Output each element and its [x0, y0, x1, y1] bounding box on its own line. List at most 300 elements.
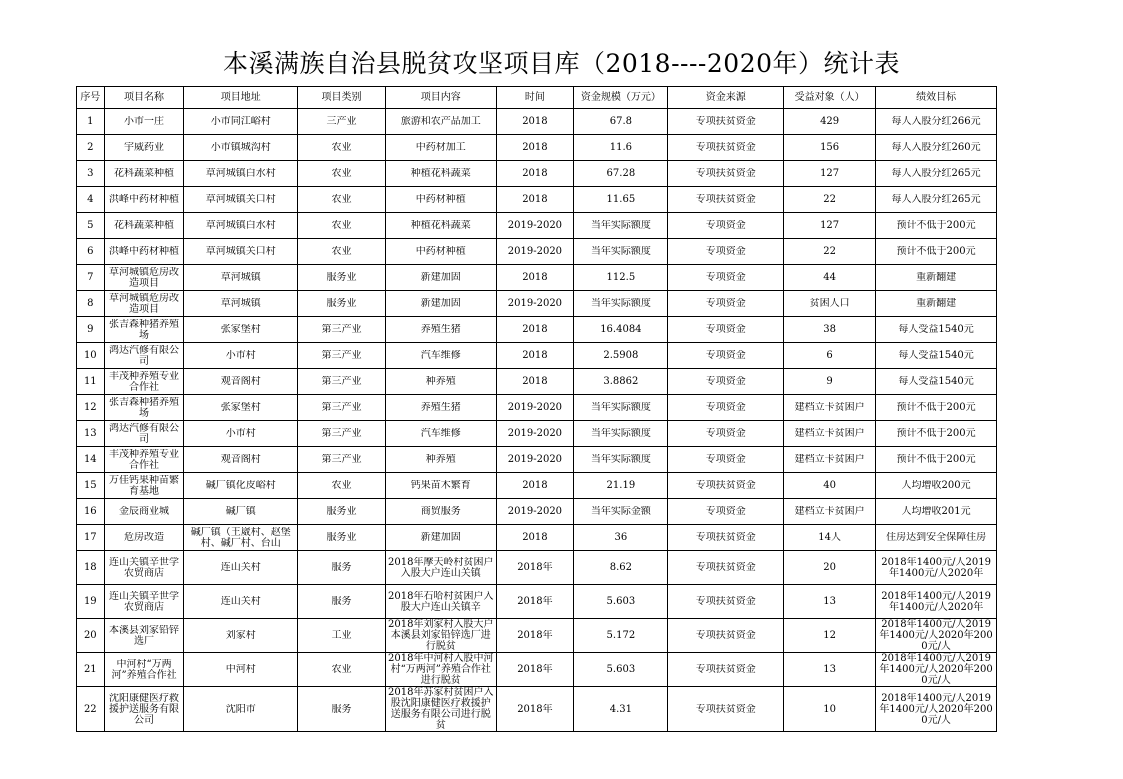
cell-text: 服务业	[326, 532, 357, 543]
table-row	[77, 585, 997, 619]
cell-col-content	[386, 653, 497, 687]
cell-text: 2019-2020	[507, 298, 563, 309]
cell-col-index	[77, 369, 105, 395]
cell-col-name	[104, 551, 184, 585]
cell-text: 14人	[818, 532, 841, 543]
cell-col-content	[386, 499, 497, 525]
cell-text: 新建加固	[420, 532, 461, 543]
document-title: 本溪满族自治县脱贫攻坚项目库（2018----2020年）统计表	[222, 49, 901, 78]
cell-col-source	[668, 619, 784, 653]
cell-col-address	[184, 421, 298, 447]
table-row	[77, 161, 997, 187]
cell-text: 2.5908	[603, 350, 639, 361]
cell-col-time	[496, 187, 574, 213]
cell-col-address	[184, 187, 298, 213]
cell-text: 金辰商业城	[119, 506, 170, 517]
table-row	[77, 619, 997, 653]
cell-text: 商贸服务	[420, 506, 461, 517]
cell-text: 碱厂镇化皮峪村	[205, 480, 276, 491]
cell-col-content	[386, 447, 497, 473]
cell-text: 旅游和农产品加工	[400, 116, 481, 127]
cell-text: 服务业	[326, 272, 357, 283]
cell-text: 沈阳康健医疗救援护送服务有限公司	[109, 692, 180, 726]
cell-text: 三产业	[326, 116, 357, 127]
cell-col-address	[184, 473, 298, 499]
cell-col-index	[77, 551, 105, 585]
cell-col-time	[496, 585, 574, 619]
cell-text: 建档立卡贫困户	[794, 454, 865, 465]
cell-col-source	[668, 473, 784, 499]
cell-text: 预计不低于200元	[896, 220, 976, 231]
cell-col-source	[668, 109, 784, 135]
cell-col-funding	[574, 213, 668, 239]
cell-col-goal	[876, 551, 997, 585]
cell-col-content	[386, 161, 497, 187]
cell-col-category	[298, 551, 386, 585]
cell-col-time	[496, 551, 574, 585]
cell-text: 2018	[522, 142, 548, 153]
cell-text: 专项扶贫资金	[695, 142, 756, 153]
cell-col-category	[298, 369, 386, 395]
cell-text: 19	[83, 596, 97, 607]
cell-col-beneficiary	[784, 473, 876, 499]
cell-text: 2018	[522, 194, 548, 205]
cell-col-address	[184, 395, 298, 421]
cell-col-index	[77, 619, 105, 653]
cell-text: 鸿达汽修有限公司	[109, 344, 180, 367]
cell-text: 养殖生猪	[420, 402, 461, 413]
cell-text: 小市一庄	[124, 116, 165, 127]
cell-col-time	[496, 239, 574, 265]
cell-text: 丰茂种养殖专业合作社	[109, 448, 180, 471]
cell-text: 127	[820, 220, 840, 231]
cell-col-goal	[876, 653, 997, 687]
cell-text: 农业	[331, 194, 352, 205]
cell-text: 16	[83, 506, 97, 517]
cell-col-time	[496, 343, 574, 369]
cell-col-name	[104, 499, 184, 525]
cell-col-category	[298, 525, 386, 551]
cell-text: 15	[83, 480, 97, 491]
project-table	[76, 86, 997, 732]
cell-text: 碱厂镇	[225, 506, 256, 517]
cell-text: 小市村	[225, 350, 256, 361]
cell-col-address	[184, 369, 298, 395]
table-row	[77, 551, 997, 585]
cell-col-content	[386, 525, 497, 551]
cell-col-content	[386, 109, 497, 135]
cell-col-content	[386, 213, 497, 239]
cell-text: 小市镇城沟村	[210, 142, 271, 153]
cell-text: 专项扶贫资金	[695, 664, 756, 675]
table-row	[77, 653, 997, 687]
cell-col-content	[386, 317, 497, 343]
cell-col-source	[668, 499, 784, 525]
cell-text: 专项扶贫资金	[695, 703, 756, 715]
cell-col-category	[298, 343, 386, 369]
cell-text: 人均增收200元	[901, 480, 971, 491]
header-col-address: 项目地址	[184, 87, 298, 109]
cell-text: 7	[87, 272, 94, 283]
cell-text: 3.8862	[603, 376, 639, 387]
cell-text: 2018	[522, 480, 548, 491]
cell-text: 5	[87, 220, 94, 231]
cell-col-name	[104, 109, 184, 135]
cell-col-source	[668, 447, 784, 473]
cell-text: 12	[83, 402, 97, 413]
cell-text: 张家堡村	[220, 324, 261, 335]
cell-text: 2018年1400元/人2019年1400元/人2020年2000元/人	[879, 692, 993, 726]
cell-text: 中药材种植	[415, 194, 466, 205]
cell-text: 第三产业	[321, 324, 362, 335]
cell-text: 草河城镇关口村	[205, 194, 276, 205]
cell-text: 11.6	[609, 142, 632, 153]
cell-text: 草河城镇危房改造项目	[109, 266, 180, 289]
table-row	[77, 687, 997, 732]
cell-col-address	[184, 213, 298, 239]
cell-col-name	[104, 687, 184, 732]
cell-text: 专项扶贫资金	[695, 532, 756, 543]
cell-col-time	[496, 109, 574, 135]
header-col-category: 项目类别	[298, 87, 386, 109]
cell-col-name	[104, 421, 184, 447]
cell-text: 每人入股分红265元	[891, 194, 981, 205]
cell-col-source	[668, 653, 784, 687]
cell-text: 刘家村	[225, 630, 256, 641]
cell-col-goal	[876, 343, 997, 369]
cell-text: 2018	[522, 324, 548, 335]
cell-text: 当年实际金额	[590, 506, 651, 517]
cell-text: 专项资金	[705, 376, 746, 387]
cell-col-index	[77, 187, 105, 213]
cell-text: 专项资金	[705, 220, 746, 231]
cell-text: 花科蔬菜种植	[114, 168, 175, 179]
cell-text: 专项资金	[705, 454, 746, 465]
cell-col-beneficiary	[784, 161, 876, 187]
cell-text: 专项资金	[705, 402, 746, 413]
cell-col-beneficiary	[784, 187, 876, 213]
cell-col-index	[77, 653, 105, 687]
cell-col-index	[77, 317, 105, 343]
cell-col-name	[104, 343, 184, 369]
cell-text: 服务业	[326, 298, 357, 309]
cell-text: 22	[83, 703, 97, 715]
cell-col-goal	[876, 161, 997, 187]
cell-col-beneficiary	[784, 213, 876, 239]
cell-text: 2018年	[517, 562, 553, 573]
cell-col-beneficiary	[784, 343, 876, 369]
cell-text: 第三产业	[321, 428, 362, 439]
cell-text: 2018年	[517, 596, 553, 607]
cell-text: 万佳钙果种苗繁育基地	[109, 474, 180, 497]
cell-text: 建档立卡贫困户	[794, 402, 865, 413]
cell-text: 40	[823, 480, 836, 491]
cell-text: 36	[614, 532, 628, 543]
cell-col-category	[298, 291, 386, 317]
cell-col-beneficiary	[784, 525, 876, 551]
cell-text: 2018年石哈村贫困户入股大户连山关镇辛	[388, 590, 494, 613]
cell-text: 草河城镇白水村	[205, 168, 276, 179]
table-row	[77, 187, 997, 213]
cell-text: 本溪县刘家铅锌选厂	[109, 624, 180, 647]
table-row	[77, 343, 997, 369]
cell-col-goal	[876, 395, 997, 421]
cell-text: 429	[820, 116, 840, 127]
cell-col-name	[104, 395, 184, 421]
table-row	[77, 213, 997, 239]
cell-text: 专项资金	[705, 298, 746, 309]
cell-text: 专项扶贫资金	[695, 116, 756, 127]
cell-col-address	[184, 343, 298, 369]
cell-text: 丰茂种养殖专业合作社	[109, 370, 180, 393]
table-row	[77, 317, 997, 343]
cell-col-funding	[574, 369, 668, 395]
cell-text: 草河城镇关口村	[205, 246, 276, 257]
cell-col-goal	[876, 585, 997, 619]
cell-text: 2018年刘家村入股大户本溪县刘家铅锌选厂进行脱贫	[388, 619, 494, 652]
cell-text: 2018年1400元/人2019年1400元/人2020年2000元/人	[879, 653, 993, 686]
table-row	[77, 265, 997, 291]
cell-text: 当年实际额度	[590, 454, 651, 465]
cell-text: 张吉森种猪养殖场	[109, 318, 180, 341]
cell-text: 专项扶贫资金	[695, 168, 756, 179]
header-col-beneficiary: 受益对象（人）	[784, 87, 876, 109]
header-col-content: 项目内容	[386, 87, 497, 109]
cell-col-goal	[876, 473, 997, 499]
cell-col-beneficiary	[784, 421, 876, 447]
cell-text: 专项资金	[705, 428, 746, 439]
cell-col-funding	[574, 585, 668, 619]
cell-col-index	[77, 265, 105, 291]
cell-text: 专项资金	[705, 272, 746, 283]
cell-col-time	[496, 447, 574, 473]
cell-text: 新建加固	[420, 298, 461, 309]
cell-text: 第三产业	[321, 454, 362, 465]
cell-text: 2018	[522, 350, 548, 361]
cell-col-funding	[574, 187, 668, 213]
cell-col-beneficiary	[784, 395, 876, 421]
cell-text: 专项扶贫资金	[695, 630, 756, 641]
cell-col-source	[668, 585, 784, 619]
cell-col-goal	[876, 421, 997, 447]
table-row	[77, 109, 997, 135]
cell-text: 2018年	[517, 703, 553, 715]
cell-col-funding	[574, 291, 668, 317]
cell-col-source	[668, 343, 784, 369]
cell-text: 预计不低于200元	[896, 402, 976, 413]
cell-text: 每人受益1540元	[898, 376, 974, 387]
cell-text: 当年实际额度	[590, 402, 651, 413]
cell-text: 专项扶贫资金	[695, 480, 756, 491]
cell-text: 67.8	[609, 116, 632, 127]
cell-col-goal	[876, 187, 997, 213]
cell-text: 20	[823, 562, 836, 573]
cell-text: 宇威药业	[124, 142, 165, 153]
cell-col-address	[184, 317, 298, 343]
cell-text: 洪峰中药材种植	[109, 246, 180, 257]
cell-text: 当年实际额度	[590, 428, 651, 439]
cell-text: 2018	[522, 376, 548, 387]
cell-col-funding	[574, 447, 668, 473]
cell-text: 小市同江峪村	[210, 116, 271, 127]
cell-col-time	[496, 161, 574, 187]
cell-col-index	[77, 213, 105, 239]
cell-text: 服务	[331, 596, 352, 607]
cell-col-goal	[876, 135, 997, 161]
cell-col-source	[668, 161, 784, 187]
cell-col-beneficiary	[784, 585, 876, 619]
cell-col-source	[668, 421, 784, 447]
cell-col-goal	[876, 213, 997, 239]
cell-text: 钙果苗木繁育	[410, 480, 471, 491]
cell-col-name	[104, 473, 184, 499]
cell-text: 当年实际额度	[590, 220, 651, 231]
cell-col-funding	[574, 421, 668, 447]
cell-text: 新建加固	[420, 272, 461, 283]
header-row	[77, 87, 997, 109]
cell-text: 2018	[522, 532, 548, 543]
cell-col-address	[184, 161, 298, 187]
cell-text: 服务	[331, 562, 352, 573]
cell-text: 156	[820, 142, 840, 153]
cell-text: 5.172	[606, 630, 636, 641]
table-row	[77, 369, 997, 395]
cell-text: 专项扶贫资金	[695, 562, 756, 573]
cell-col-funding	[574, 343, 668, 369]
cell-text: 当年实际额度	[590, 246, 651, 257]
cell-text: 38	[823, 324, 836, 335]
cell-text: 危房改造	[124, 532, 165, 543]
table-row	[77, 499, 997, 525]
cell-text: 农业	[331, 480, 352, 491]
cell-col-index	[77, 473, 105, 499]
cell-col-funding	[574, 653, 668, 687]
cell-text: 13	[823, 664, 836, 675]
cell-text: 21	[83, 664, 97, 675]
cell-text: 2019-2020	[507, 246, 563, 257]
cell-text: 2018年苏家村贫困户入股沈阳康健医疗救援护送服务有限公司进行脱贫	[388, 687, 494, 731]
cell-col-name	[104, 369, 184, 395]
cell-col-name	[104, 213, 184, 239]
cell-text: 草河城镇	[220, 272, 261, 283]
cell-col-address	[184, 687, 298, 732]
cell-col-beneficiary	[784, 551, 876, 585]
cell-col-content	[386, 619, 497, 653]
cell-col-index	[77, 343, 105, 369]
cell-col-index	[77, 447, 105, 473]
cell-col-name	[104, 161, 184, 187]
cell-col-name	[104, 265, 184, 291]
cell-col-beneficiary	[784, 265, 876, 291]
header-col-time: 时间	[496, 87, 574, 109]
cell-text: 服务	[331, 703, 352, 715]
cell-col-index	[77, 499, 105, 525]
cell-col-beneficiary	[784, 619, 876, 653]
cell-col-source	[668, 395, 784, 421]
cell-col-source	[668, 687, 784, 732]
cell-text: 专项资金	[705, 246, 746, 257]
cell-text: 10	[83, 350, 97, 361]
cell-text: 3	[87, 168, 94, 179]
cell-col-category	[298, 585, 386, 619]
cell-col-time	[496, 369, 574, 395]
cell-text: 草河城镇白水村	[205, 220, 276, 231]
cell-col-content	[386, 239, 497, 265]
cell-col-index	[77, 687, 105, 732]
cell-text: 22	[823, 194, 836, 205]
cell-col-category	[298, 619, 386, 653]
cell-col-beneficiary	[784, 317, 876, 343]
cell-col-goal	[876, 317, 997, 343]
cell-col-time	[496, 265, 574, 291]
cell-col-funding	[574, 551, 668, 585]
cell-text: 13	[823, 596, 836, 607]
cell-text: 观音阁村	[220, 454, 261, 465]
cell-text: 8.62	[609, 562, 632, 573]
cell-text: 14	[83, 454, 97, 465]
cell-text: 2019-2020	[507, 428, 563, 439]
cell-text: 10	[823, 703, 836, 715]
cell-col-address	[184, 239, 298, 265]
cell-text: 11	[83, 376, 97, 387]
cell-text: 20	[83, 630, 97, 641]
cell-col-name	[104, 291, 184, 317]
cell-col-content	[386, 585, 497, 619]
cell-col-address	[184, 653, 298, 687]
table-row	[77, 447, 997, 473]
cell-text: 住房达到安全保障住房	[886, 532, 987, 543]
cell-text: 预计不低于200元	[896, 246, 976, 257]
cell-text: 农业	[331, 664, 352, 675]
cell-col-content	[386, 473, 497, 499]
cell-text: 第三产业	[321, 402, 362, 413]
cell-col-time	[496, 291, 574, 317]
cell-text: 专项扶贫资金	[695, 194, 756, 205]
cell-text: 当年实际额度	[590, 298, 651, 309]
cell-col-address	[184, 135, 298, 161]
cell-col-beneficiary	[784, 135, 876, 161]
cell-col-funding	[574, 109, 668, 135]
cell-col-category	[298, 213, 386, 239]
cell-col-name	[104, 619, 184, 653]
cell-text: 农业	[331, 142, 352, 153]
cell-col-source	[668, 551, 784, 585]
cell-col-goal	[876, 265, 997, 291]
cell-col-address	[184, 109, 298, 135]
cell-text: 种植花科蔬菜	[410, 220, 471, 231]
cell-col-name	[104, 187, 184, 213]
cell-col-goal	[876, 239, 997, 265]
cell-col-source	[668, 369, 784, 395]
cell-col-name	[104, 585, 184, 619]
cell-col-name	[104, 447, 184, 473]
cell-text: 专项资金	[705, 506, 746, 517]
table-row	[77, 291, 997, 317]
cell-text: 2	[87, 142, 94, 153]
cell-text: 建档立卡贫困户	[794, 428, 865, 439]
cell-col-time	[496, 473, 574, 499]
cell-col-content	[386, 135, 497, 161]
cell-col-time	[496, 525, 574, 551]
cell-text: 草河城镇危房改造项目	[109, 292, 180, 315]
cell-text: 67.28	[606, 168, 636, 179]
cell-text: 养殖生猪	[420, 324, 461, 335]
cell-text: 草河城镇	[220, 298, 261, 309]
cell-text: 种养殖	[425, 454, 456, 465]
cell-col-source	[668, 187, 784, 213]
table-row	[77, 525, 997, 551]
cell-col-source	[668, 525, 784, 551]
